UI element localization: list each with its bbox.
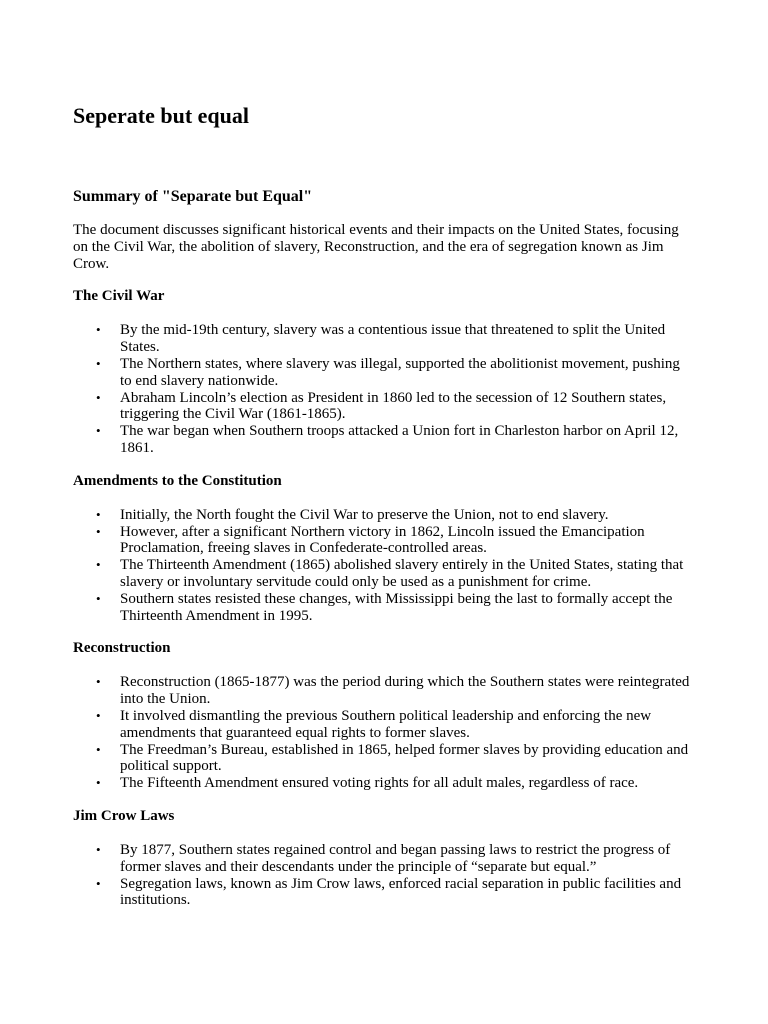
list-item-text: By the mid-19th century, slavery was a contentious issue that threatened to split the United States. xyxy=(120,322,666,356)
document-body xyxy=(73,186,693,925)
list-item xyxy=(73,708,693,742)
list-item xyxy=(73,674,693,708)
document-title: Seperate but equal xyxy=(73,103,249,128)
list-item-text: Abraham Lincoln’s election as President in 1860 led to the secession of 12 Southern states, triggering the Civil War (1861-1865). xyxy=(120,389,667,423)
list-item-text: The Northern states, where slavery was illegal, supported the abolitionist movement, pushing to end slavery nationwide. xyxy=(120,355,680,389)
section-heading-reconstruction: Reconstruction xyxy=(73,640,171,657)
bullet-icon: • xyxy=(96,841,101,857)
list-item-text: Reconstruction (1865-1877) was the period during which the Southern states were reintegrated into the Union. xyxy=(120,674,690,708)
list-item-text: The Freedman’s Bureau, established in 1865, helped former slaves by providing education and political support. xyxy=(120,741,689,775)
list-item xyxy=(73,356,693,390)
summary-title: Summary of "Separate but Equal" xyxy=(73,188,313,205)
bullet-icon: • xyxy=(96,423,101,439)
bullet-icon: • xyxy=(96,875,101,891)
list-item xyxy=(73,557,693,591)
list-item xyxy=(73,524,693,558)
section-heading-jim-crow: Jim Crow Laws xyxy=(73,807,175,824)
bullet-icon: • xyxy=(96,775,101,791)
list-item xyxy=(73,591,693,625)
list-item xyxy=(73,742,693,776)
list-item xyxy=(73,423,693,457)
list-item-text: Segregation laws, known as Jim Crow laws, enforced racial separation in public facilities and institutions. xyxy=(120,875,682,909)
bullet-icon: • xyxy=(96,389,101,405)
list-item xyxy=(73,876,693,910)
list-item-text: The war began when Southern troops attacked a Union fort in Charleston harbor on April 12, 1861. xyxy=(120,423,679,456)
intro-paragraph: The document discusses significant historical events and their impacts on the United States, focusing on the Civil War, the abolition of slavery, Reconstruction, and the era of segregation known as Jim Crow. xyxy=(73,222,679,272)
bullet-list-reconstruction xyxy=(73,674,693,792)
list-item-text: The Thirteenth Amendment (1865) abolished slavery entirely in the United States, stating that slavery or involuntary servitude could only be used as a punishment for crime. xyxy=(120,557,684,590)
bullet-icon: • xyxy=(96,590,101,606)
list-item xyxy=(73,775,693,792)
bullet-icon: • xyxy=(96,506,101,522)
list-item xyxy=(73,842,693,876)
bullet-icon: • xyxy=(96,707,101,723)
bullet-list-jim-crow xyxy=(73,842,693,909)
list-item xyxy=(73,507,693,524)
bullet-list-amendments xyxy=(73,507,693,625)
bullet-list-civil-war xyxy=(73,322,693,456)
bullet-icon: • xyxy=(96,355,101,371)
bullet-icon: • xyxy=(96,741,101,757)
bullet-icon: • xyxy=(96,674,101,690)
list-item-text: Initially, the North fought the Civil War to preserve the Union, not to end slavery. xyxy=(120,506,609,523)
list-item-text: Southern states resisted these changes, with Mississippi being the last to formally accept the Thirteenth Amendment in 1995. xyxy=(120,590,673,624)
list-item-text: However, after a significant Northern victory in 1862, Lincoln issued the Emancipation Proclamation, freeing slaves in Confederate-controlled areas. xyxy=(120,523,645,557)
list-item xyxy=(73,390,693,424)
section-heading-civil-war: The Civil War xyxy=(73,288,165,305)
list-item-text: By 1877, Southern states regained control and began passing laws to restrict the progress of former slaves and their descendants under the principle of “separate but equal.” xyxy=(120,841,671,875)
list-item-text: The Fifteenth Amendment ensured voting rights for all adult males, regardless of race. xyxy=(120,775,639,792)
list-item-text: It involved dismantling the previous Southern political leadership and enforcing the new amendments that guaranteed equal rights to former slaves. xyxy=(120,707,652,741)
bullet-icon: • xyxy=(96,557,101,573)
bullet-icon: • xyxy=(96,322,101,338)
bullet-icon: • xyxy=(96,523,101,539)
list-item xyxy=(73,322,693,356)
section-heading-amendments: Amendments to the Constitution xyxy=(73,472,282,489)
